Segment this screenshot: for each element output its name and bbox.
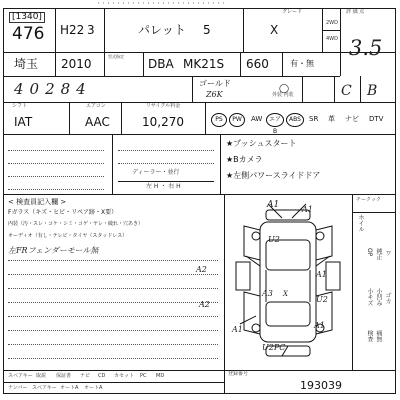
displacement: 660 (246, 57, 269, 71)
mark-right-a1: A1 (316, 270, 327, 279)
mark-roof-x: X (283, 290, 288, 298)
side-label-none: 痛無 (375, 330, 382, 342)
footer-spare-key: スペアキー (8, 373, 33, 379)
aircon-label: エアコン (86, 103, 106, 109)
type-prefix: DBA (148, 57, 174, 71)
inspection-interior: 内装（汚・スレ・コケ・シミ・コゲ・ヤレ・破れ・穴あき） (8, 221, 143, 227)
lot-number: 476 (12, 24, 45, 44)
equip-pw: PW (229, 113, 245, 127)
side-label-wheel: ホイル (357, 214, 364, 232)
mark-left-a2: A2 (196, 265, 207, 274)
lot-box: [1340] (9, 12, 45, 23)
side-label-op: OP (366, 248, 373, 257)
car-damage-diagram (226, 196, 350, 368)
rating-exterior: C (341, 83, 352, 99)
feature-back-camera: ★Bカメラ (226, 155, 263, 164)
transmission: IAT (14, 115, 33, 129)
footer-warranty: 保証書 (56, 373, 72, 379)
transmission-label: シフト (12, 103, 28, 109)
grade: X (270, 23, 279, 37)
rating-interior: B (367, 83, 378, 99)
footer-pc: PC (140, 373, 147, 379)
model-code: MK21S (183, 57, 225, 71)
side-label-dent: 小凹み (375, 288, 382, 306)
location: 埼玉 (14, 57, 39, 71)
mark-rear: U2PC (262, 343, 286, 352)
footer-auto-a: オートA (60, 385, 79, 391)
mark-front-right: A1 (302, 205, 313, 214)
month: 3 (87, 23, 95, 37)
equip-leather: 革 (328, 115, 335, 123)
mark-front: A1 (267, 200, 280, 210)
drive-4wd: 4WD (326, 36, 338, 42)
equip-navi: ナビ (345, 115, 359, 123)
doors: 5 (203, 23, 211, 37)
side-label-wa: ワ (384, 250, 391, 256)
footer-cassette: カセット (114, 373, 135, 379)
score-label: 評 価 点 (346, 9, 365, 15)
model-name: パレット (138, 23, 186, 37)
era: H22 (60, 23, 85, 37)
color: ゴールド (199, 79, 231, 88)
aircon: AAC (85, 115, 110, 129)
inspection-note: 左FRフェンダーモール無 (8, 246, 99, 255)
mark-right-u2: U2 (316, 295, 328, 304)
footer-navi: ナビ (80, 373, 91, 379)
mark-rear-right: A1 (314, 321, 325, 330)
recycle-label: リサイクル料金 (146, 103, 181, 109)
equip-airbag: エアB (266, 113, 284, 127)
year: 2010 (61, 57, 92, 71)
drive-2wd: 2WD (326, 20, 338, 26)
header-strip: ・・・・・・・・・・・・・・・・・・・・・・・・・・ (96, 1, 227, 7)
rating-label: 外装 内装 (272, 92, 294, 98)
inspection-title: < 検査員記入欄 > (8, 198, 67, 206)
footer-manual: 取説 (36, 373, 47, 379)
lot-box-value: 1340 (15, 12, 39, 22)
mark-hood: U2 (268, 235, 280, 244)
footer-md: MD (156, 373, 165, 379)
equip-abs: ABS (286, 113, 304, 127)
side-label-inspection: 検査 (366, 330, 373, 342)
side-label-check: チークック (356, 197, 382, 203)
footer-cd: CD (98, 373, 106, 379)
score: 3.5 (349, 36, 383, 60)
color-code: Z6K (206, 90, 223, 99)
feature-power-slide-door: ★左側パワースライドドア (226, 171, 321, 180)
mark-rear-left: A1 (232, 325, 243, 334)
inspection-glass: Fガラス（キズ・ヒビ・リペア跡・X要） (8, 209, 118, 216)
equip-aw: AW (251, 115, 263, 123)
inspection-audio: オーディオ（有し・テレビ・タイヤ（スタッドレス） (8, 233, 128, 239)
footer-auto-a-2: オートA (84, 385, 103, 391)
side-label-scratch: 小キズ (366, 288, 373, 306)
footer-plate: ナンバー (8, 385, 28, 391)
mileage: 40284 (14, 80, 92, 98)
equip-dtv: DTV (369, 115, 384, 123)
code-number-label: 登録番号 (228, 371, 249, 377)
side-label-genuine: 純正 (375, 248, 382, 260)
type-label: 型式指定 (108, 54, 124, 59)
mark-roof-a3: A3 (262, 289, 273, 298)
code-number: 193039 (300, 379, 342, 392)
dealer-label: ディーラー・並行 (132, 169, 180, 176)
fuel-label: 有・無 (290, 59, 314, 68)
recycle-fee: 10,270 (142, 115, 184, 129)
equip-ps: PS (211, 113, 227, 127)
hand-label: 左 H ・ 右 H (146, 183, 181, 190)
rating-seal: ◯ (279, 84, 290, 94)
equip-sr: SR (309, 115, 319, 123)
footer-spare-key-2: スペアキー (32, 385, 57, 391)
grade-label: グレード (282, 9, 303, 15)
feature-push-start: ★プッシュスタート (226, 139, 297, 148)
side-label-goka: ゴカ (384, 292, 391, 304)
mark-left-rear-a2: A2 (199, 300, 210, 309)
